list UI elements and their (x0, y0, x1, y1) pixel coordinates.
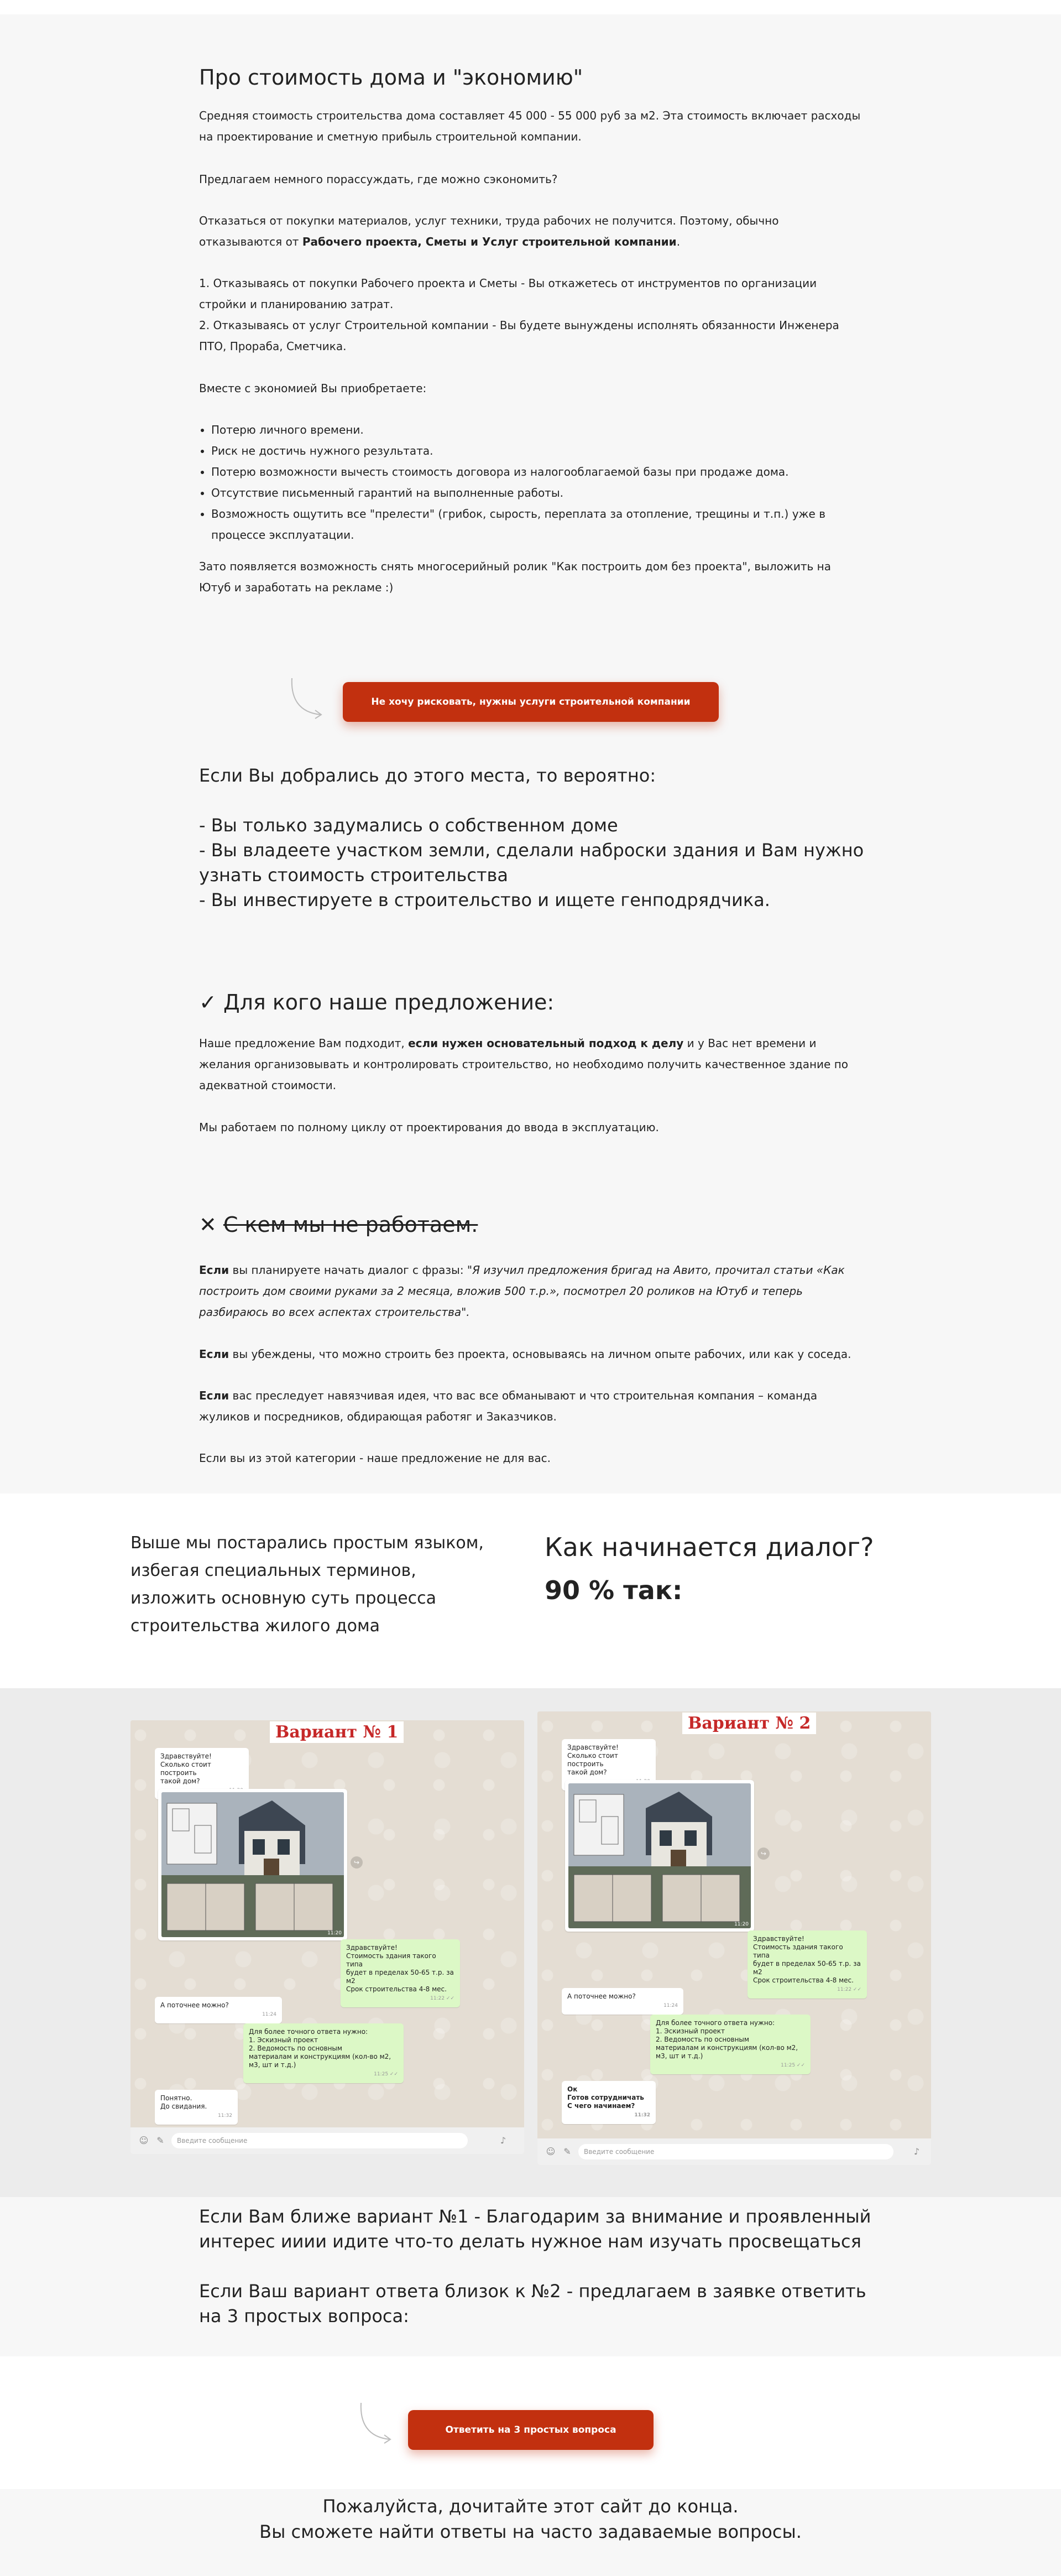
message-text: Здравствуйте! Сколько стоит построить такой дом? (160, 1752, 212, 1785)
if-bold: Если (199, 1263, 229, 1277)
reached-heading: Если Вы добрались до этого места, то вероятно: (199, 765, 656, 786)
cost-paragraph-5: Вместе с экономией Вы приобретаете: (199, 382, 427, 395)
top-strip (0, 0, 1061, 14)
chat-screenshot-variant-2 (537, 1711, 931, 2165)
for-whom-paragraph-2: Мы работаем по полному циклу от проектирования до ввода в эксплуатацию. (199, 1121, 659, 1134)
list-item: • Риск не достичь нужного результата. (211, 440, 875, 461)
image-time: 11:20 (327, 1930, 342, 1936)
message-text: Для более точного ответа нужно: 1. Эскизный проект 2. Ведомость по основным материалам и конструкциям (кол-во м2, м3, шт и т.д.) (656, 2019, 798, 2060)
reached-item-2: - Вы владеете участком земли, сделали наброски здания и Вам нужно узнать стоимость строительства (199, 840, 864, 886)
chat-message-out (243, 2023, 404, 2083)
message-text: Здравствуйте! Стоимость здания такого типа будет в пределах 50-65 т.р. за м2 Срок строительства 4-8 мес. (346, 1944, 454, 1993)
not-work-paragraph-4: Если вы из этой категории - наше предложение не для вас. (199, 1451, 551, 1465)
for-whom-title-text: Для кого наше предложение: (223, 990, 555, 1014)
curved-arrow-icon (357, 2401, 401, 2445)
for-whom-p1-bold: если нужен основательный подход к делу (408, 1037, 684, 1050)
cost-paragraph-3-text: Отказаться от покупки материалов, услуг техники, труда рабочих не получится. Поэтому, обычно отказываются от (199, 214, 779, 248)
chat-input-bar (130, 2127, 524, 2154)
message-time: 11:32 (218, 2113, 232, 2119)
not-work-p3-text: вас преследует навязчивая идея, что вас все обманывают и что строительная компания – команда жуликов и посредников, обдирающая работяг и Заказчиков. (199, 1389, 818, 1423)
chat-screenshot-variant-1 (130, 1720, 524, 2154)
message-text: А поточнее можно? (160, 2001, 229, 2009)
share-icon[interactable]: ↪ (351, 1856, 363, 1869)
microphone-icon[interactable]: ♪ (913, 2146, 920, 2157)
microphone-icon[interactable]: ♪ (500, 2135, 506, 2146)
list-item: • Потерю возможности вычесть стоимость договора из налогооблагаемой базы при продаже дома. (211, 461, 875, 482)
house-illustration (568, 1783, 751, 1928)
cost-paragraph-3-end: . (676, 235, 681, 248)
cost-paragraph-2: Предлагаем немного порассуждать, где можно сэкономить? (199, 173, 558, 186)
variant-2-label: Вариант № 2 (682, 1713, 816, 1734)
dialog-subtitle: 90 % так: (545, 1575, 683, 1605)
chat-message-in (155, 1997, 282, 2023)
loss-list (199, 419, 875, 545)
variant-1-label: Вариант № 1 (270, 1721, 404, 1743)
cost-paragraph-4-line-1: 1. Отказываясь от покупки Рабочего проекта и Сметы - Вы откажетесь от инструментов по организации стройки и планированию затрат. (199, 277, 817, 311)
emoji-icon[interactable]: ☺ (546, 2146, 556, 2157)
message-text: Здравствуйте! Стоимость здания такого типа будет в пределах 50-65 т.р. за м2 Срок строительства 4-8 мес. (753, 1935, 861, 1984)
message-input[interactable]: Введите сообщение (171, 2133, 468, 2148)
cost-paragraph-4-line-2: 2. Отказываясь от услуг Строительной компании - Вы будете вынуждены исполнять обязанности Инженера ПТО, Прораба, Сметчика. (199, 319, 839, 353)
message-input[interactable]: Введите сообщение (578, 2144, 893, 2159)
attach-icon[interactable]: ✎ (563, 2146, 571, 2157)
answer-questions-button[interactable]: Ответить на 3 простых вопроса (408, 2410, 654, 2450)
if-bold: Если (199, 1389, 229, 1402)
image-time: 11:20 (734, 1922, 749, 1927)
house-render-image (568, 1783, 751, 1928)
for-whom-p1-end: и у Вас нет времени и желания организовывать и контролировать строительство, но необходимо получить качественное здание по адекватной стоимости. (199, 1037, 849, 1092)
share-icon[interactable]: ↪ (757, 1848, 770, 1860)
chat-message-in (562, 2081, 656, 2124)
cost-paragraph-6: Зато появляется возможность снять многосерийный ролик "Как построить дом без проекта", выложить на Ютуб и заработать на рекламе :) (199, 560, 831, 594)
footer-note-line-1: Пожалуйста, дочитайте этот сайт до конца. (322, 2496, 739, 2517)
footer-note-line-2: Вы сможете найти ответы на часто задаваемые вопросы. (259, 2521, 802, 2542)
variant-2-text: Если Ваш вариант ответа близок к №2 - предлагаем в заявке ответить на 3 простых вопроса: (199, 2281, 866, 2327)
for-whom-p1-text: Наше предложение Вам подходит, (199, 1037, 409, 1050)
message-text: Для более точного ответа нужно: 1. Эскизный проект 2. Ведомость по основным материалам и конструкциям (кол-во м2, м3, шт и т.д.) (249, 2028, 391, 2069)
message-time: 11:24 (262, 2012, 276, 2017)
chat-input-bar (537, 2138, 931, 2165)
for-whom-title (199, 990, 554, 1014)
chat-message-in (155, 2090, 238, 2125)
variant-1-text: Если Вам ближе вариант №1 - Благодарим за внимание и проявленный интерес ииии идите что-то делать нужное нам изучать просвещаться (199, 2206, 871, 2252)
message-text: Здравствуйте! Сколько стоит построить такой дом? (567, 1744, 619, 1776)
list-item: • Отсутствие письменный гарантий на выполненные работы. (211, 482, 875, 503)
house-illustration (161, 1792, 344, 1937)
message-text: Ок Готов сотрудничать С чего начинаем? (567, 2085, 644, 2110)
not-work-p1-text: вы планируете начать диалог с фразы: (229, 1263, 467, 1277)
for-whom-paragraph-1 (199, 1033, 863, 1096)
not-work-title (199, 1212, 478, 1237)
house-render-image (161, 1792, 344, 1937)
not-work-paragraph-3 (199, 1385, 863, 1427)
reached-item-1: - Вы только задумались о собственном доме (199, 815, 618, 836)
dialog-left-text: Выше мы постарались простым языком, избегая специальных терминов, изложить основную суть процесса строительства жилого дома (130, 1533, 484, 1636)
cross-icon: ✕ (199, 1212, 217, 1237)
footer-note (0, 2494, 1061, 2544)
not-work-p1-quote: "Я изучил предложения бригад на Авито, прочитал статьи «Как построить дом своими руками за 2 месяца, вложив 500 т.р.», посмотрел 20 роликов на Ютуб и теперь разбираюсь во всех аспектах строительства". (199, 1263, 845, 1319)
message-time: 11:22 ✓✓ (430, 1996, 454, 2001)
chat-message-out (748, 1930, 867, 1999)
not-work-p2-text: вы убеждены, что можно строить без проекта, основываясь на личном опыте рабочих, или как у соседа. (229, 1347, 851, 1361)
reached-item-3: - Вы инвестируете в строительство и ищете генподрядчика. (199, 889, 770, 910)
house-image-message (158, 1789, 347, 1940)
list-item: • Возможность ощутить все "прелести" (грибок, сырость, переплата за отопление, трещины и т.п.) уже в процессе эксплуатации. (211, 503, 875, 545)
chat-message-out (341, 1939, 460, 2007)
not-work-paragraph-1 (199, 1260, 863, 1323)
message-text: А поточнее можно? (567, 1992, 636, 2000)
emoji-icon[interactable]: ☺ (139, 2135, 149, 2146)
message-time: 11:25 ✓✓ (374, 2072, 398, 2077)
if-bold: Если (199, 1347, 229, 1361)
curved-arrow-icon (288, 676, 332, 720)
chat-message-in (562, 1988, 683, 2015)
cta-need-company-button[interactable]: Не хочу рисковать, нужны услуги строительной компании (343, 682, 719, 722)
not-work-paragraph-2 (199, 1344, 863, 1365)
message-time: 11:32 (634, 2112, 650, 2118)
cost-paragraph-1: Средняя стоимость строительства дома составляет 45 000 - 55 000 руб за м2. Эта стоимость включает расходы на проектирование и сметную прибыль строительной компании. (199, 109, 861, 143)
dialog-title: Как начинается диалог? (545, 1532, 874, 1562)
cost-paragraph-3-bold: Рабочего проекта, Сметы и Услуг строительной компании (302, 235, 677, 248)
not-work-title-text: С кем мы не работаем. (223, 1212, 478, 1237)
list-item: • Потерю личного времени. (211, 419, 875, 440)
message-text: Понятно. До свидания. (160, 2094, 207, 2110)
cost-section-title: Про стоимость дома и "экономию" (199, 65, 583, 90)
message-time: 11:25 ✓✓ (781, 2063, 805, 2068)
message-time: 11:24 (663, 2003, 678, 2008)
message-time: 11:22 ✓✓ (837, 1987, 861, 1992)
house-image-message (565, 1780, 754, 1932)
check-icon: ✓ (199, 990, 217, 1014)
cost-paragraph-3 (199, 210, 863, 252)
chat-message-out (650, 2015, 811, 2074)
attach-icon[interactable]: ✎ (156, 2135, 164, 2146)
